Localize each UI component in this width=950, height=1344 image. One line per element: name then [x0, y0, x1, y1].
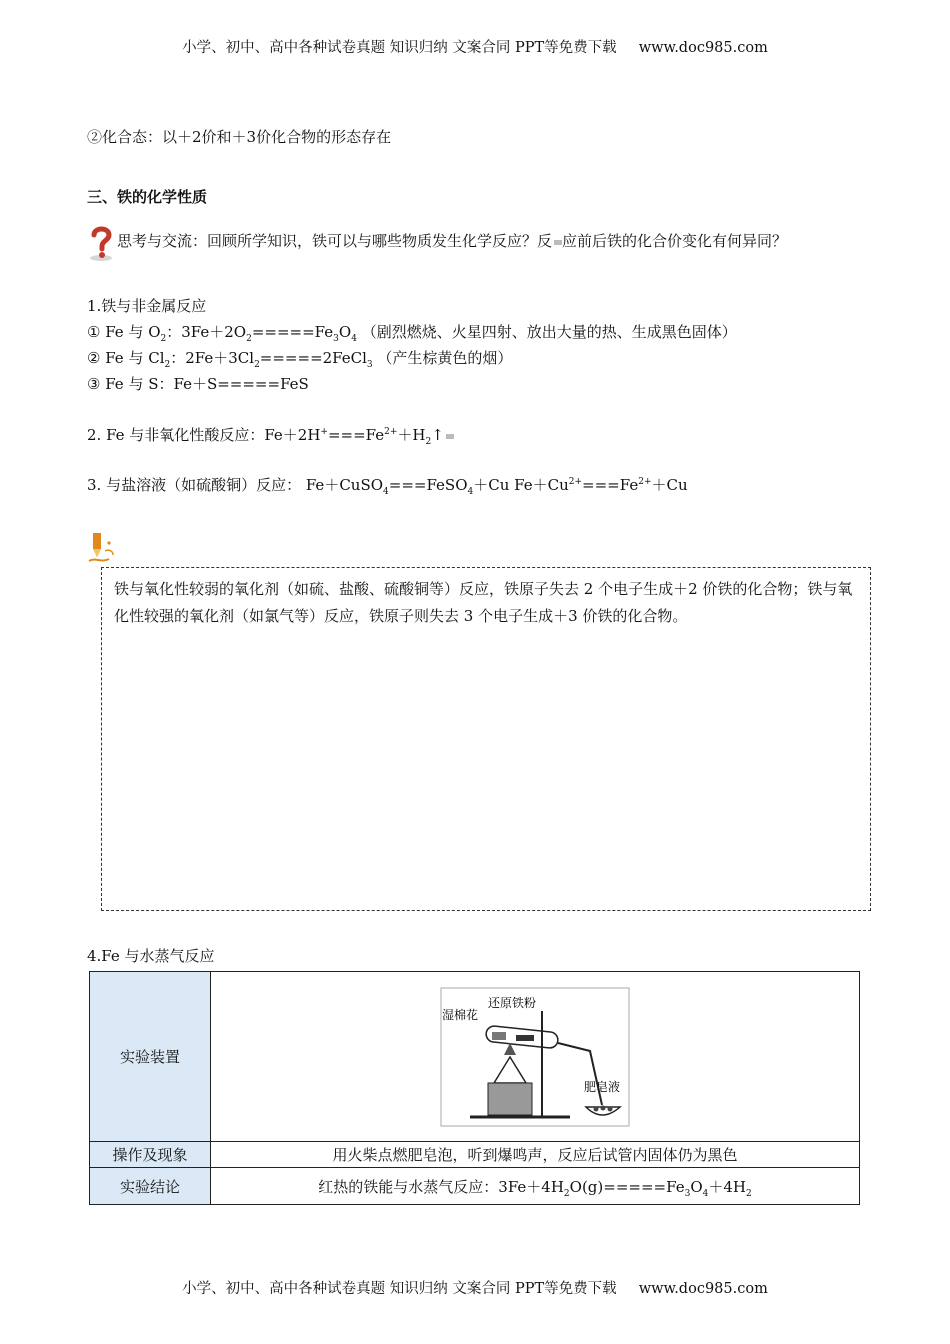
- subscript: 2: [164, 360, 171, 370]
- table-row: [90, 1142, 860, 1168]
- alcohol-lamp: [494, 1057, 526, 1083]
- conclusion-content: [211, 1168, 860, 1205]
- summary-text: 铁与氧化性较弱的氧化剂（如硫、盐酸、硫酸铜等）反应，铁原子失去 2 个电子生成＋2 价铁的化合物；铁与氧化性较强的氧化剂（如氯气等）反应，铁原子则失去 3 个电子生成＋3 价铁的化合物。: [114, 580, 853, 625]
- eq-text: O: [690, 1177, 703, 1196]
- small-mark-icon: [554, 240, 562, 245]
- label-apparatus: 实验装置: [90, 972, 211, 1142]
- apparatus-diagram: [440, 987, 630, 1127]
- eq-text: ① Fe 与 O: [87, 323, 161, 341]
- subscript: 2: [254, 360, 260, 370]
- subscript: 2: [425, 437, 432, 447]
- table-row: [90, 1168, 860, 1205]
- superscript: 2+: [384, 427, 398, 437]
- subscript: 3: [366, 360, 373, 370]
- section-title: 三、铁的化学性质: [87, 188, 208, 206]
- fe-acid-equation: [87, 425, 454, 445]
- eq-note: （剧烈燃烧、火星四射、放出大量的热、生成黑色固体）: [356, 323, 737, 341]
- soap-label: 肥皂液: [584, 1079, 621, 1094]
- eq-text: ＋H: [397, 426, 426, 444]
- eq-note: （产生棕黄色的烟）: [372, 349, 513, 367]
- summary-box: [101, 567, 871, 911]
- nonmetal-title: 1.铁与非金属反应: [87, 297, 207, 315]
- table-row: [90, 972, 860, 1142]
- eq-text: ：3Fe＋2O: [166, 323, 247, 341]
- subscript: 4: [351, 334, 357, 344]
- block: [488, 1083, 532, 1115]
- eq-text: ＋Cu: [651, 476, 688, 494]
- think-discuss-line: [117, 231, 787, 251]
- subscript: 2: [160, 334, 167, 344]
- header-text: 小学、初中、高中各种试卷真题 知识归纳 文案合同 PPT等免费下载: [182, 40, 617, 56]
- eq-text: ＋4H: [708, 1177, 746, 1196]
- eq-text: 3. 与盐溶液（如硫酸铜）反应： Fe＋CuSO: [87, 476, 384, 494]
- superscript: 2+: [638, 477, 652, 487]
- small-mark-icon: [446, 434, 454, 439]
- eq-text: ↑: [431, 426, 444, 444]
- label-operation: 操作及现象: [90, 1142, 211, 1168]
- subscript: 2: [745, 1188, 752, 1199]
- wet-cotton: [492, 1032, 506, 1040]
- combined-state-line: ②化合态：以＋2价和＋3价化合物的形态存在: [87, 128, 392, 146]
- footer-url[interactable]: www.doc985.com: [638, 1281, 768, 1297]
- fe-o2-equation: [87, 322, 737, 342]
- wet-cotton-label: 湿棉花: [442, 1007, 479, 1022]
- delivery-tube: [558, 1043, 602, 1105]
- eq-text: ＋Cu Fe＋Cu: [473, 476, 569, 494]
- iron-powder: [516, 1035, 534, 1041]
- eq-text: ===Fe: [582, 476, 639, 494]
- eq-text: ：2Fe＋3Cl: [170, 349, 255, 367]
- superscript: +: [320, 427, 328, 437]
- eq-text: ===Fe: [327, 426, 385, 444]
- eq-text: O(g)=====Fe: [569, 1177, 685, 1196]
- label-conclusion: 实验结论: [90, 1168, 211, 1205]
- experiment-table: [89, 971, 860, 1205]
- pen-note-icon: [87, 531, 117, 565]
- fe-salt-equation: [87, 475, 688, 495]
- eq-text: O: [338, 323, 352, 341]
- subscript: 3: [684, 1188, 691, 1199]
- superscript: 2+: [568, 477, 583, 487]
- subscript: 4: [383, 487, 389, 497]
- eq-text: =====Fe: [251, 323, 334, 341]
- steam-title: 4.Fe 与水蒸气反应: [87, 947, 215, 965]
- header-url[interactable]: www.doc985.com: [638, 40, 768, 56]
- question-mark-icon: [87, 224, 115, 262]
- subscript: 3: [333, 334, 339, 344]
- eq-text: ② Fe 与 Cl: [87, 349, 165, 367]
- think-text-b: 应前后铁的化合价变化有何异同？: [562, 232, 788, 250]
- subscript: 4: [702, 1188, 709, 1199]
- footer-text: 小学、初中、高中各种试卷真题 知识归纳 文案合同 PPT等免费下载: [182, 1281, 617, 1297]
- subscript: 2: [563, 1188, 570, 1199]
- eq-text: =====2FeCl: [259, 349, 367, 367]
- fe-s-equation: ③ Fe 与 S：Fe＋S=====FeS: [87, 375, 309, 393]
- page-header: [0, 36, 950, 57]
- page-footer: [0, 1277, 950, 1298]
- operation-content: 用火柴点燃肥皂泡，听到爆鸣声，反应后试管内固体仍为黑色: [211, 1142, 860, 1168]
- eq-text: ===FeSO: [388, 476, 468, 494]
- fe-cl2-equation: [87, 348, 512, 368]
- eq-text: 2. Fe 与非氧化性酸反应：Fe＋2H: [87, 426, 321, 444]
- think-text-a: 思考与交流：回顾所学知识，铁可以与哪些物质发生化学反应？反: [117, 232, 553, 250]
- eq-text: 红热的铁能与水蒸气反应：3Fe＋4H: [318, 1177, 564, 1196]
- apparatus-cell: [211, 972, 860, 1142]
- subscript: 2: [246, 334, 252, 344]
- subscript: 4: [467, 487, 474, 497]
- iron-powder-label: 还原铁粉: [488, 995, 537, 1010]
